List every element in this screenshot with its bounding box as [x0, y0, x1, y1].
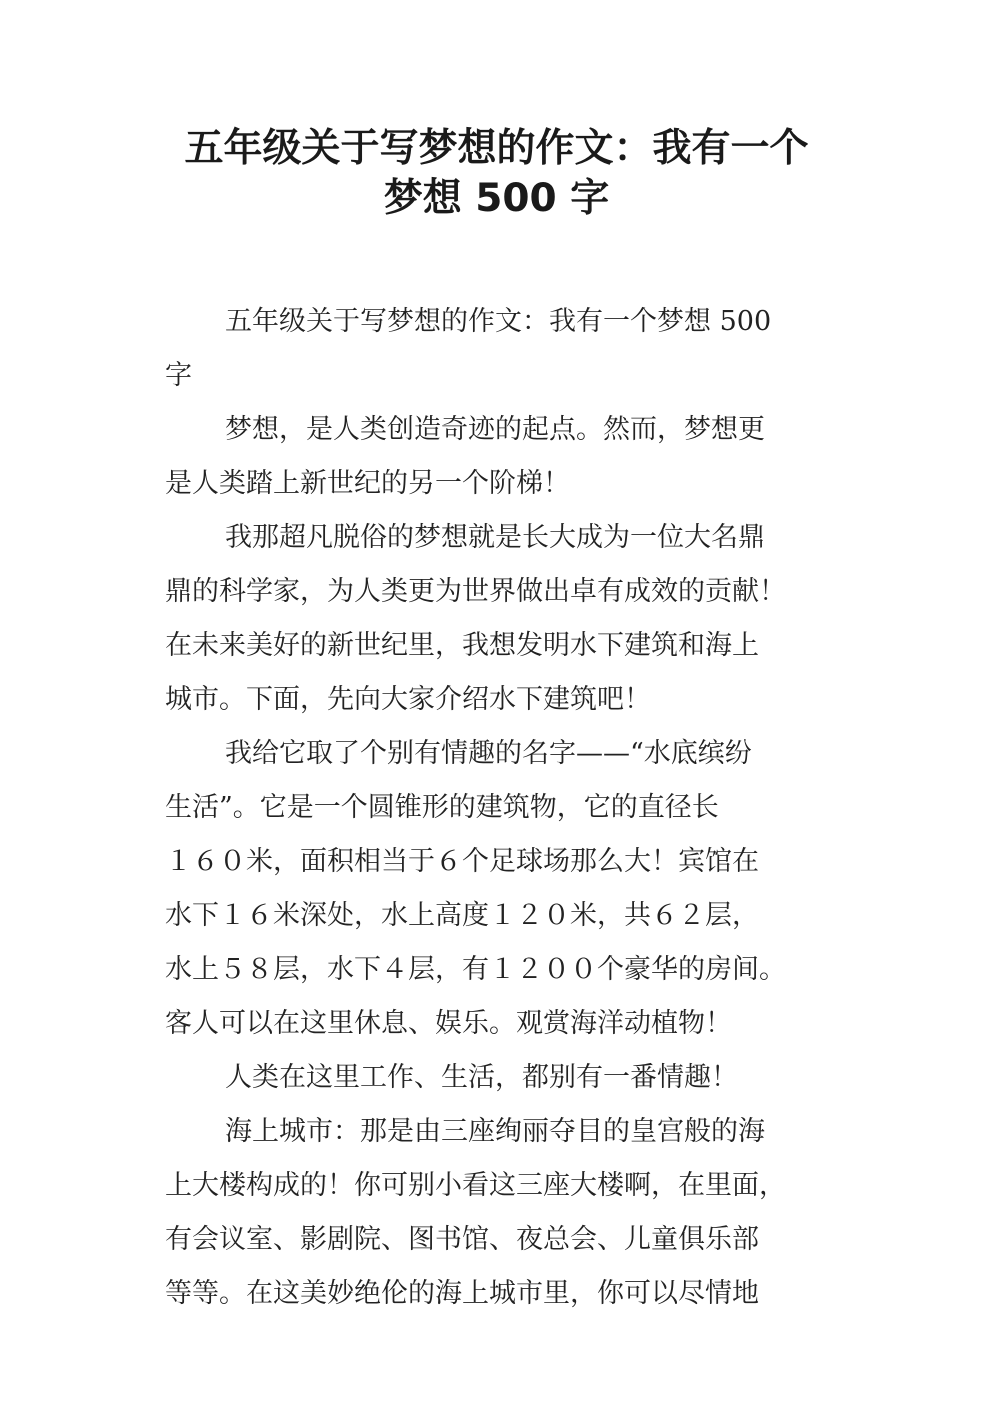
paragraph-line: 我那超凡脱俗的梦想就是长大成为一位大名鼎 [225, 522, 765, 553]
document-title-line-1: 五年级关于写梦想的作文：我有一个 [184, 126, 809, 171]
paragraph-line: 生活”。它是一个圆锥形的建筑物，它的直径长 [165, 792, 719, 823]
paragraph-line: 城市。下面，先向大家介绍水下建筑吧！ [165, 684, 651, 715]
document-title-line-2: 梦想 500 字 [383, 176, 610, 221]
paragraph-line: 人类在这里工作、生活，都别有一番情趣！ [225, 1062, 738, 1093]
paragraph-line: 客人可以在这里休息、娱乐。观赏海洋动植物！ [165, 1008, 732, 1039]
paragraph-line: 鼎的科学家，为人类更为世界做出卓有成效的贡献！ [165, 576, 786, 607]
paragraph-line: 上大楼构成的！你可别小看这三座大楼啊，在里面， [165, 1170, 786, 1201]
paragraph-line: 等等。在这美妙绝伦的海上城市里，你可以尽情地 [165, 1278, 759, 1309]
paragraph-line: １６０米，面积相当于６个足球场那么大！宾馆在 [165, 846, 759, 877]
paragraph-line: 梦想，是人类创造奇迹的起点。然而，梦想更 [225, 414, 765, 445]
paragraph-line: 水上５８层，水下４层，有１２００个豪华的房间。 [165, 954, 786, 985]
document-body [165, 295, 845, 1321]
paragraph-line: 字 [165, 360, 192, 391]
paragraph-line: 有会议室、影剧院、图书馆、夜总会、儿童俱乐部 [165, 1224, 759, 1255]
paragraph-line: 水下１６米深处，水上高度１２０米，共６２层， [165, 900, 759, 931]
paragraph-line: 在未来美好的新世纪里，我想发明水下建筑和海上 [165, 630, 759, 661]
paragraph-line: 是人类踏上新世纪的另一个阶梯！ [165, 468, 570, 499]
paragraph-line: 我给它取了个别有情趣的名字——“水底缤纷 [225, 738, 752, 769]
paragraph-line: 五年级关于写梦想的作文：我有一个梦想 500 [225, 306, 772, 337]
paragraph-line: 海上城市：那是由三座绚丽夺目的皇宫般的海 [225, 1116, 765, 1147]
